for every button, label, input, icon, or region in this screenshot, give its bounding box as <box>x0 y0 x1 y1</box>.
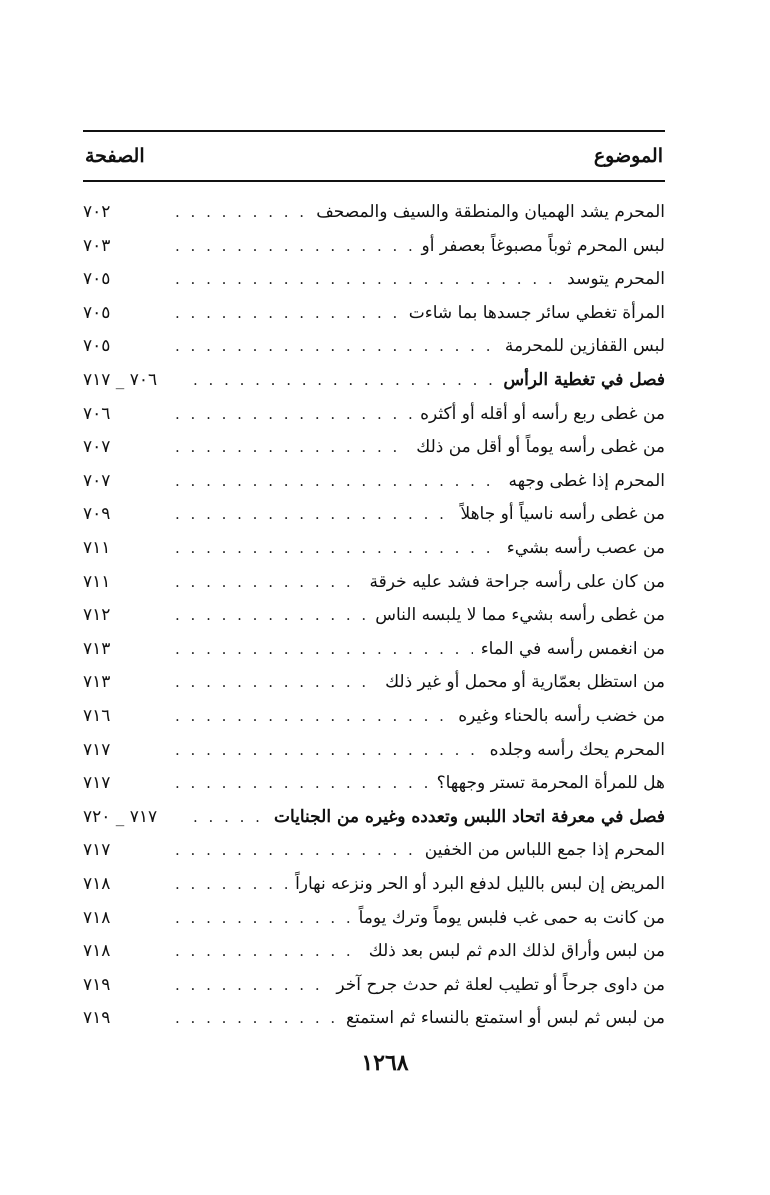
toc-entry-title: المحرم إذا غطى وجهه <box>508 470 665 491</box>
toc-entry-page: ٧٠٧ <box>83 437 111 458</box>
dot-leader <box>175 304 401 322</box>
toc-entry <box>83 430 665 464</box>
dot-leader <box>175 909 351 927</box>
dot-leader <box>175 841 417 859</box>
toc-entry <box>83 632 665 666</box>
toc-entry-title: من كانت به حمى غب فلبس يوماً وترك يوماً <box>358 907 665 928</box>
dot-leader <box>175 573 362 591</box>
dot-leader <box>175 337 497 355</box>
toc-entry-title: المحرم يتوسد <box>567 269 665 290</box>
dot-leader <box>175 539 499 557</box>
toc-entry-title: من غطى رأسه ناسياً أو جاهلاً <box>460 504 665 525</box>
dot-leader <box>175 1009 338 1027</box>
dot-leader <box>175 875 287 893</box>
toc-entry-title: من غطى رأسه يوماً أو أقل من ذلك <box>416 437 665 458</box>
toc-entry <box>83 833 665 867</box>
toc-entry <box>83 867 665 901</box>
toc-entry-title: لبس المحرم ثوباً مصبوغاً بعصفر أو <box>421 235 665 256</box>
dot-leader <box>175 405 412 423</box>
toc-header <box>83 130 665 182</box>
toc-entry <box>83 464 665 498</box>
toc-entry-page: ٧١٦ <box>83 706 111 726</box>
toc-entry <box>83 397 665 431</box>
toc-entry-page: ٧١١ <box>83 538 111 558</box>
toc-entry-page: ٧١٣ <box>83 672 111 693</box>
dot-leader <box>175 707 450 725</box>
toc-entry-title: من عصب رأسه بشيء <box>506 538 665 558</box>
toc-entry-page: ٧٠٣ <box>83 235 111 256</box>
toc-entry-page: ٧١٩ <box>83 974 111 995</box>
toc-entry-title: لبس القفازين للمحرمة <box>504 336 665 357</box>
toc-entry <box>83 229 665 263</box>
toc-entry-page: ٧٠٥ <box>83 336 111 357</box>
toc-entry <box>83 598 665 632</box>
toc-entry-title: المحرم يحك رأسه وجلده <box>489 739 665 760</box>
toc-entry-title: من غطى رأسه بشيء مما لا يلبسه الناس <box>375 605 665 626</box>
toc-entry-page: ٧١٣ <box>83 638 111 659</box>
toc-entry-page: ٧١٧ <box>83 773 111 794</box>
dot-leader <box>175 741 482 759</box>
dot-leader <box>175 438 408 456</box>
toc-entry-title: من لبس ثم لبس أو استمتع بالنساء ثم استمتع <box>345 1008 665 1029</box>
toc-entry-title: من خضب رأسه بالحناء وغيره <box>458 706 665 726</box>
toc-entry-title: فصل في معرفة اتحاد اللبس وتعدده وغيره من الجنايات <box>273 806 665 827</box>
dot-leader <box>175 774 429 792</box>
toc-entry-page: ٧١٢ <box>83 605 111 626</box>
toc-entry <box>83 195 665 229</box>
dot-leader <box>175 237 414 255</box>
dot-leader <box>175 942 361 960</box>
toc-entry-page: ٧١٨ <box>83 941 111 962</box>
toc-entry <box>83 329 665 363</box>
toc-entry-page: ٧٠٢ <box>83 202 111 222</box>
toc-entry-title: المريض إن لبس بالليل لدفع البرد أو الحر ونزعه نهاراً <box>295 874 665 894</box>
toc-entry-page: ٧١٧ <box>83 840 111 861</box>
toc-entry-title: المرأة تغطي سائر جسدها بما شاءت <box>408 302 665 323</box>
toc-entry-title: فصل في تغطية الرأس <box>503 370 665 390</box>
page-column-label: الصفحة <box>85 145 145 167</box>
toc-entry-page: ٧١٧ <box>83 739 111 760</box>
dot-leader <box>175 673 377 691</box>
toc-entry-page: ٧٠٥ <box>83 302 111 323</box>
toc-entry-title: من استظل بعمّارية أو محمل أو غير ذلك <box>385 672 665 693</box>
toc-entry <box>83 1001 665 1035</box>
dot-leader <box>193 808 266 826</box>
dot-leader <box>175 270 559 288</box>
page-number: ١٢٦٨ <box>361 1050 409 1076</box>
toc-entry-page: ٧١٧ _ ٧٢٠ <box>83 806 158 827</box>
toc-entry-title: من لبس وأراق لذلك الدم ثم لبس بعد ذلك <box>368 941 665 962</box>
toc-entry <box>83 699 665 733</box>
toc-entry <box>83 766 665 800</box>
toc-section-heading <box>83 363 665 397</box>
toc-entry-page: ٧١١ <box>83 571 111 592</box>
dot-leader <box>175 472 500 490</box>
toc-entry-page: ٧٠٦ <box>83 403 111 424</box>
dot-leader <box>193 371 495 389</box>
toc-section-heading <box>83 800 665 834</box>
toc-entry-page: ٧٠٦ _ ٧١٧ <box>83 370 158 390</box>
dot-leader <box>175 606 367 624</box>
toc-entry <box>83 968 665 1002</box>
toc-entry-title: من داوى جرحاً أو تطيب لعلة ثم حدث جرح آخر <box>336 974 665 995</box>
toc-entry-title: المحرم إذا جمع اللباس من الخفين <box>424 840 665 861</box>
dot-leader <box>175 203 308 221</box>
subject-column-label: الموضوع <box>593 145 663 167</box>
toc-entry <box>83 665 665 699</box>
toc-entry <box>83 296 665 330</box>
dot-leader <box>175 640 473 658</box>
toc-entry <box>83 262 665 296</box>
toc-entry-page: ٧١٨ <box>83 907 111 928</box>
dot-leader <box>175 505 452 523</box>
toc-entry-page: ٧١٨ <box>83 874 111 894</box>
toc-entry-title: من غطى ربع رأسه أو أقله أو أكثره <box>420 403 665 424</box>
toc-entry-title: هل للمرأة المحرمة تستر وجهها؟ <box>436 773 665 794</box>
toc-entry-title: من كان على رأسه جراحة فشد عليه خرقة <box>369 571 665 592</box>
toc-entry-title: من انغمس رأسه في الماء <box>480 638 665 659</box>
toc-entry <box>83 565 665 599</box>
toc-entry-page: ٧٠٩ <box>83 504 111 525</box>
toc-entry <box>83 733 665 767</box>
toc-entry-page: ٧١٩ <box>83 1008 111 1029</box>
toc-entry <box>83 934 665 968</box>
toc-entry <box>83 497 665 531</box>
dot-leader <box>175 976 328 994</box>
toc-entry <box>83 531 665 565</box>
toc-entry-page: ٧٠٧ <box>83 470 111 491</box>
toc-entry-title: المحرم يشد الهميان والمنطقة والسيف والمصحف <box>316 202 665 222</box>
toc-entry <box>83 901 665 935</box>
toc-entry-page: ٧٠٥ <box>83 269 111 290</box>
